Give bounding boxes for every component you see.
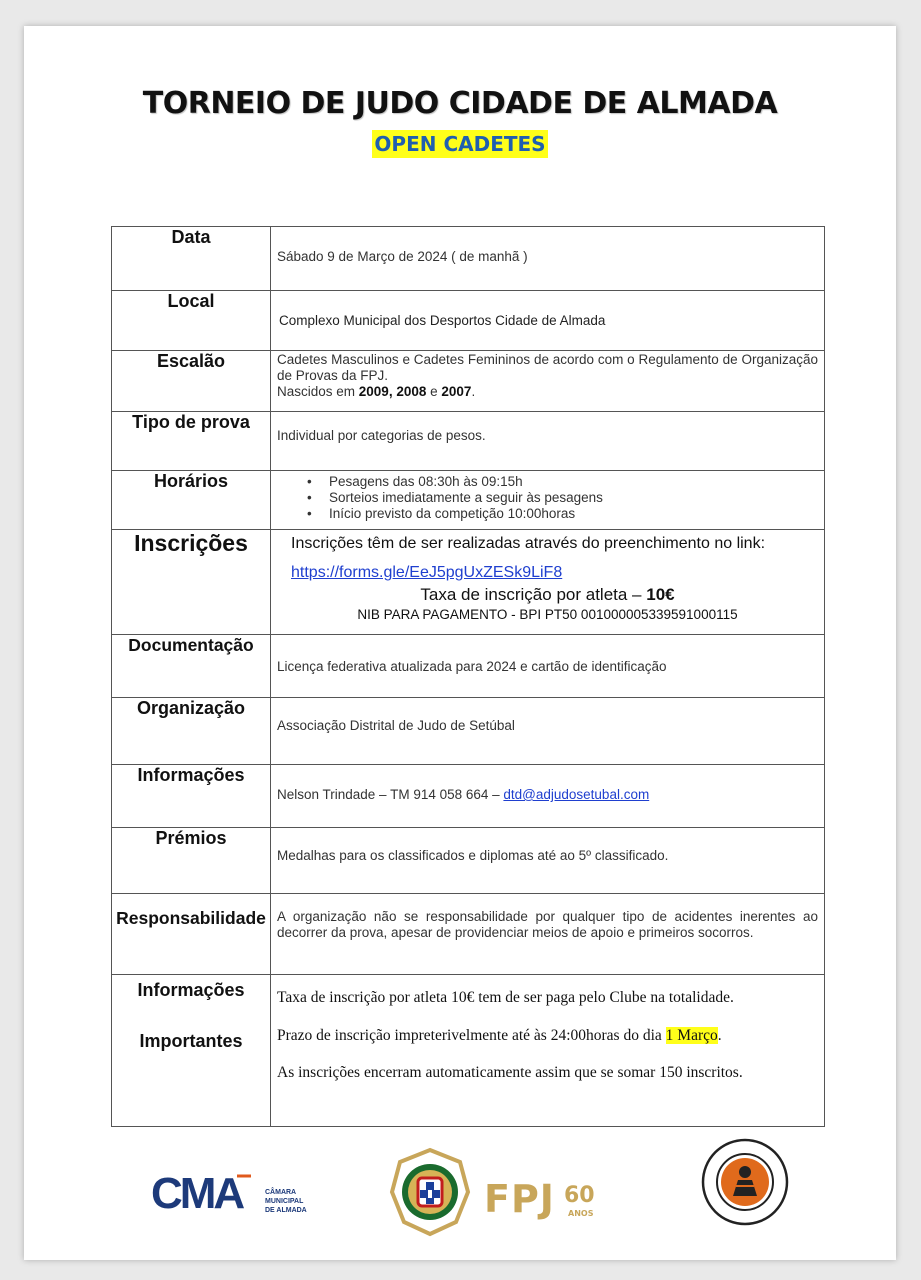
label-premios: Prémios: [112, 828, 271, 894]
value-horarios: [271, 471, 825, 530]
deadline-period: .: [717, 1027, 722, 1044]
list-item: • Sorteios imediatamente a seguir às pesagens: [307, 490, 818, 506]
adjs-seal: [700, 1136, 790, 1228]
row-responsabilidade: [112, 894, 825, 975]
subtitle-wrap: [24, 130, 896, 158]
importantes-p1: Taxa de inscrição por atleta 10€ tem de ser paga pelo Clube na totalidade.: [277, 989, 734, 1006]
value-organizacao: Associação Distrital de Judo de Setúbal: [271, 698, 825, 765]
email-link[interactable]: dtd@adjudosetubal.com: [503, 787, 650, 802]
label-responsabilidade: Responsabilidade: [112, 894, 271, 975]
value-data: Sábado 9 de Março de 2024 ( de manhã ): [271, 227, 825, 291]
cma-logo-mark: CMA: [151, 1169, 243, 1218]
contact-text: Nelson Trindade – TM 914 058 664 –: [277, 787, 504, 802]
value-responsabilidade: A organização não se responsabilidade por qualquer tipo de acidentes inerentes ao decorrer da prova, apesar de providenciar meios de apoio e primeiros socorros.: [271, 894, 825, 975]
label-horarios: Horários: [112, 471, 271, 530]
row-inscricoes: [112, 530, 825, 635]
label-importantes: [112, 975, 271, 1127]
list-item: • Pesagens das 08:30h às 09:15h: [307, 474, 818, 490]
importantes-p2: [277, 1026, 818, 1046]
fpj-logo: [388, 1146, 618, 1238]
inscricoes-fee: [291, 584, 824, 606]
inscricoes-intro: Inscrições têm de ser realizadas através do preenchimento no link:: [291, 535, 766, 552]
value-tipo: Individual por categorias de pesos.: [271, 412, 825, 471]
row-documentacao: [112, 635, 825, 698]
fpj-years: 60: [564, 1183, 595, 1208]
year-2008: 2008: [396, 384, 427, 399]
fpj-mark: FPJ: [484, 1177, 555, 1221]
document-page: [24, 26, 896, 1260]
value-premios: Medalhas para os classificados e diplomas até ao 5º classificado.: [271, 828, 825, 894]
year-2009: 2009,: [358, 384, 393, 399]
escalao-line1: Cadetes Masculinos e Cadetes Femininos de acordo com o Regulamento de Organização de Provas da FPJ.: [277, 352, 818, 383]
fpj-years-word: ANOS: [568, 1209, 594, 1218]
label-documentacao: Documentação: [112, 635, 271, 698]
list-item: • Início previsto da competição 10:00horas: [307, 506, 818, 522]
deadline-text: Prazo de inscrição impreterivelmente até às 24:00horas do dia: [277, 1027, 666, 1044]
row-data: [112, 227, 825, 291]
row-tipo: [112, 412, 825, 471]
row-escalao: [112, 351, 825, 412]
value-importantes: [271, 975, 825, 1127]
escalao-period: .: [471, 384, 476, 399]
value-informacoes: [271, 765, 825, 828]
row-organizacao: [112, 698, 825, 765]
info-table: [111, 226, 825, 1127]
value-local: Complexo Municipal dos Desportos Cidade de Almada: [271, 291, 825, 351]
escalao-and: e: [426, 384, 442, 399]
row-informacoes: [112, 765, 825, 828]
horarios-list: [277, 474, 818, 522]
year-2007: 2007: [441, 384, 472, 399]
value-documentacao: Licença federativa atualizada para 2024 e cartão de identificação: [271, 635, 825, 698]
label-tipo: Tipo de prova: [112, 412, 271, 471]
row-importantes: [112, 975, 825, 1127]
label-importantes-1: Informações: [137, 980, 245, 1000]
label-local: Local: [112, 291, 271, 351]
row-premios: [112, 828, 825, 894]
label-informacoes: Informações: [112, 765, 271, 828]
label-data: Data: [112, 227, 271, 291]
label-importantes-2: Importantes: [139, 1031, 243, 1051]
logos-footer: [24, 1136, 896, 1246]
label-inscricoes: Inscrições: [112, 530, 271, 635]
forms-link[interactable]: https://forms.gle/EeJ5pgUxZESk9LiF8: [291, 564, 563, 581]
row-horarios: [112, 471, 825, 530]
label-organizacao: Organização: [112, 698, 271, 765]
cma-line2: MUNICIPAL: [265, 1198, 304, 1205]
escalao-line2: [277, 384, 818, 400]
importantes-p3: As inscrições encerram automaticamente assim que se somar 150 inscritos.: [277, 1064, 743, 1081]
deadline-date: 1 Março: [665, 1027, 718, 1044]
fpj-emblem: [392, 1150, 468, 1234]
label-escalao: Escalão: [112, 351, 271, 412]
value-escalao: [271, 351, 825, 412]
fee-value: 10€: [646, 585, 675, 604]
nib-text: NIB PARA PAGAMENTO - BPI PT50 001000005339591000115: [357, 607, 738, 622]
cma-logo: [149, 1162, 309, 1222]
escalao-born-text: Nascidos em: [277, 384, 359, 399]
page-subtitle: OPEN CADETES: [374, 132, 546, 156]
cma-line3: DE ALMADA: [265, 1207, 307, 1214]
fee-label: Taxa de inscrição por atleta –: [420, 585, 647, 604]
value-inscricoes: [271, 530, 825, 635]
cma-line1: CÂMARA: [265, 1189, 297, 1196]
row-local: [112, 291, 825, 351]
page-title: TORNEIO DE JUDO CIDADE DE ALMADA: [142, 86, 778, 121]
